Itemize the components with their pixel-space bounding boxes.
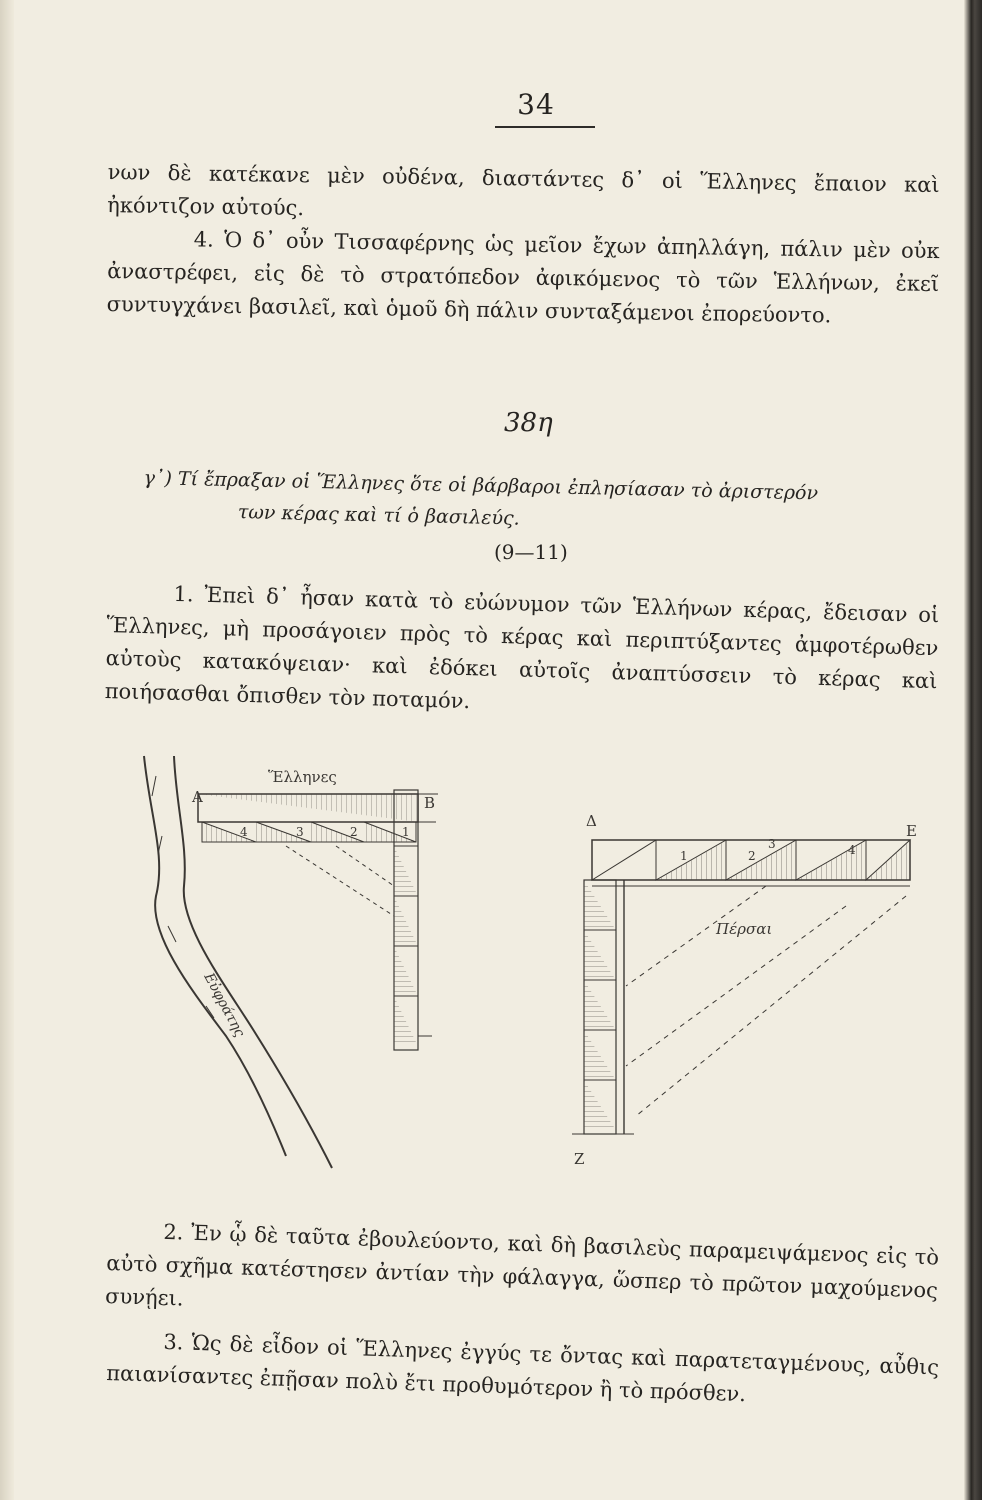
right-section-2: 2 — [748, 849, 756, 863]
paragraph-continuation: νων δὲ κατέκανε μὲν οὐδένα, διαστάντες δ᾽ οἱ Ἕλληνες ἔπαιον καὶ ἠκόντιζον αὐτούς. — [107, 159, 940, 221]
page-number-rule — [495, 126, 595, 128]
chapter-title — [141, 462, 932, 544]
river-euphrates — [144, 756, 332, 1168]
page-number: 34 — [517, 88, 555, 121]
label-greeks: Ἕλληνες — [268, 768, 337, 786]
right-section-3: 3 — [768, 837, 776, 851]
left-greek-line — [198, 794, 418, 842]
label-delta: Δ — [586, 812, 597, 830]
chapter-title-line-1: γ᾽) Τί ἔπραξαν οἱ Ἕλληνες ὅτε οἱ βάρβαροι ἐπλησίασαν τὸ ἀριστερόν — [143, 467, 819, 505]
left-section-3: 3 — [296, 825, 304, 839]
label-z: Ζ — [574, 1150, 585, 1168]
book-spine — [964, 0, 982, 1500]
battle-diagram — [136, 736, 936, 1176]
label-river: Εὐφράτης — [200, 970, 248, 1040]
chapter-number: 38η — [504, 408, 553, 438]
left-section-1: 1 — [402, 825, 410, 839]
left-dashed-lines — [286, 846, 394, 916]
paragraph-2: 2. Ἐν ᾧ δὲ ταῦτα ἐβουλεύοντο, καὶ δὴ βασιλεὺς παραμειψάμενος εἰς τὸ αὐτὸ σχῆμα κατέστησεν ἀντίαν τὴν φάλαγγα, ὥσπερ τὸ πρῶτον μαχούμενος συνῄει. — [104, 1219, 940, 1311]
battle-diagram-svg — [136, 736, 936, 1176]
page-edge — [0, 0, 14, 1500]
paragraph-1: 1. Ἐπεὶ δ᾽ ἦσαν κατὰ τὸ εὐώνυμον τῶν Ἑλλήνων κέρας, ἔδεισαν οἱ Ἕλληνες, μὴ προσάγοιεν πρὸς τὸ κέρας καὶ περιπτύξαντες ἀμφοτέρωθεν αὐτοὺς κατακόψειαν· καὶ ἐδόκει αὐτοῖς ἀναπτύσσειν τὸ κέρας καὶ ποιήσασθαι ὄπισθεν τὸν ποταμόν. — [104, 581, 940, 714]
label-persians: Πέρσαι — [716, 920, 773, 938]
chapter-title-line-2: των κέρας καὶ τί ὁ βασιλεύς. — [237, 501, 520, 530]
paragraph-4: 4. Ὁ δ᾽ οὖν Τισσαφέρνης ὡς μεῖον ἔχων ἀπηλλάγη, πάλιν μὲν οὐκ ἀναστρέφει, εἰς δὲ τὸ στρατόπεδον ἀφικόμενος τὸ τῶν Ἑλλήνων, ἐκεῖ συντυγχάνει βασιλεῖ, καὶ ὁμοῦ δὴ πάλιν συνταξάμενοι ἐπορεύοντο. — [106, 227, 940, 328]
label-e: Ε — [906, 822, 917, 840]
right-section-1: 1 — [680, 849, 688, 863]
paragraph-3: 3. Ὡς δὲ εἶδον οἱ Ἕλληνες ἐγγύς τε ὄντας καὶ παρατεταγμένους, αὖθις παιανίσαντες ἐπῇσαν πολὺ ἔτι προθυμότερον ἢ τὸ πρόσθεν. — [105, 1329, 940, 1407]
left-section-4: 4 — [240, 825, 248, 839]
left-section-2: 2 — [350, 825, 358, 839]
label-a: Α — [192, 788, 203, 806]
right-section-4: 4 — [848, 843, 856, 857]
verse-range: (9—11) — [494, 540, 568, 564]
right-wing-column — [572, 880, 634, 1134]
right-greek-line — [592, 840, 910, 886]
label-b: Β — [424, 794, 436, 812]
